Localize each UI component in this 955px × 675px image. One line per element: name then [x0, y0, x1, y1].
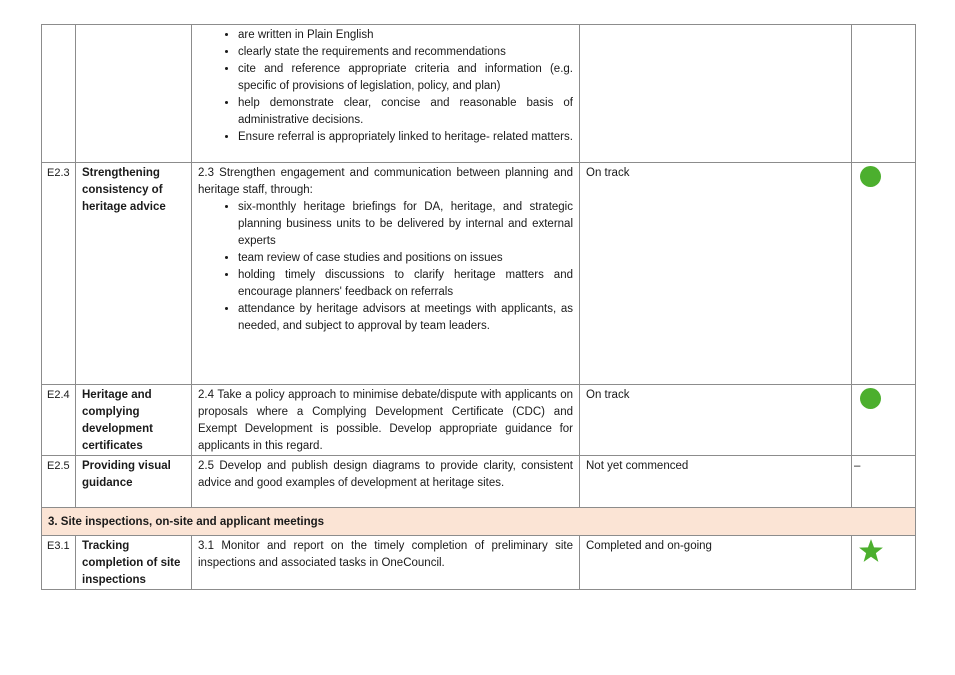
bullet-list	[198, 27, 573, 146]
table-row	[42, 25, 916, 163]
list-item: • help demonstrate clear, concise and reasonable basis of administrative decisions.	[238, 95, 573, 129]
row-indicator	[852, 385, 916, 456]
table-row	[42, 456, 916, 508]
row-indicator	[852, 25, 916, 163]
row-description	[192, 25, 580, 163]
green-star-icon	[858, 538, 884, 564]
list-item: • team review of case studies and positions on issues	[238, 250, 573, 267]
list-item: • Ensure referral is appropriately linked to heritage- related matters.	[238, 129, 573, 146]
list-item: • clearly state the requirements and recommendations	[238, 44, 573, 61]
list-item: • holding timely discussions to clarify heritage matters and encourage planners' feedback on referrals	[238, 267, 573, 301]
row-id	[42, 25, 76, 163]
row-description: 2.4 Take a policy approach to minimise debate/dispute with applicants on proposals where a Complying Development Certificate (CDC) and Exempt Development is possible. Develop appropriate guidance for applicants in this regard.	[192, 385, 580, 456]
row-title: Heritage and complying development certificates	[76, 385, 192, 456]
row-description: 2.5 Develop and publish design diagrams to provide clarity, consistent advice and good examples of development at heritage sites.	[192, 456, 580, 508]
table-row	[42, 385, 916, 456]
section-title: 3. Site inspections, on-site and applicant meetings	[42, 508, 916, 536]
row-id: E2.5	[42, 456, 76, 508]
table-row	[42, 536, 916, 590]
row-id: E2.4	[42, 385, 76, 456]
table-row	[42, 163, 916, 385]
row-description	[192, 163, 580, 385]
section-header-row	[42, 508, 916, 536]
row-id: E2.3	[42, 163, 76, 385]
row-title	[76, 25, 192, 163]
bullet-list	[198, 199, 573, 335]
row-status: On track	[580, 385, 852, 456]
list-item: • cite and reference appropriate criteria and information (e.g. specific of provisions of legislation, policy, and plan)	[238, 61, 573, 95]
row-status: Completed and on-going	[580, 536, 852, 590]
row-status	[580, 25, 852, 163]
row-id: E3.1	[42, 536, 76, 590]
row-intro: 2.3 Strengthen engagement and communication between planning and heritage staff, through:	[198, 167, 573, 196]
row-indicator: –	[852, 456, 916, 508]
row-status: Not yet commenced	[580, 456, 852, 508]
row-indicator	[852, 536, 916, 590]
list-item: • are written in Plain English	[238, 27, 573, 44]
row-title: Strengthening consistency of heritage advice	[76, 163, 192, 385]
list-item: • attendance by heritage advisors at meetings with applicants, as needed, and subject to approval by team leaders.	[238, 301, 573, 335]
green-dot-icon	[860, 388, 881, 409]
progress-table	[41, 24, 916, 590]
list-item: • six-monthly heritage briefings for DA, heritage, and strategic planning business units to be delivered by internal and external experts	[238, 199, 573, 250]
row-indicator	[852, 163, 916, 385]
row-title: Providing visual guidance	[76, 456, 192, 508]
row-title: Tracking completion of site inspections	[76, 536, 192, 590]
row-description: 3.1 Monitor and report on the timely completion of preliminary site inspections and associated tasks in OneCouncil.	[192, 536, 580, 590]
row-status: On track	[580, 163, 852, 385]
green-dot-icon	[860, 166, 881, 187]
